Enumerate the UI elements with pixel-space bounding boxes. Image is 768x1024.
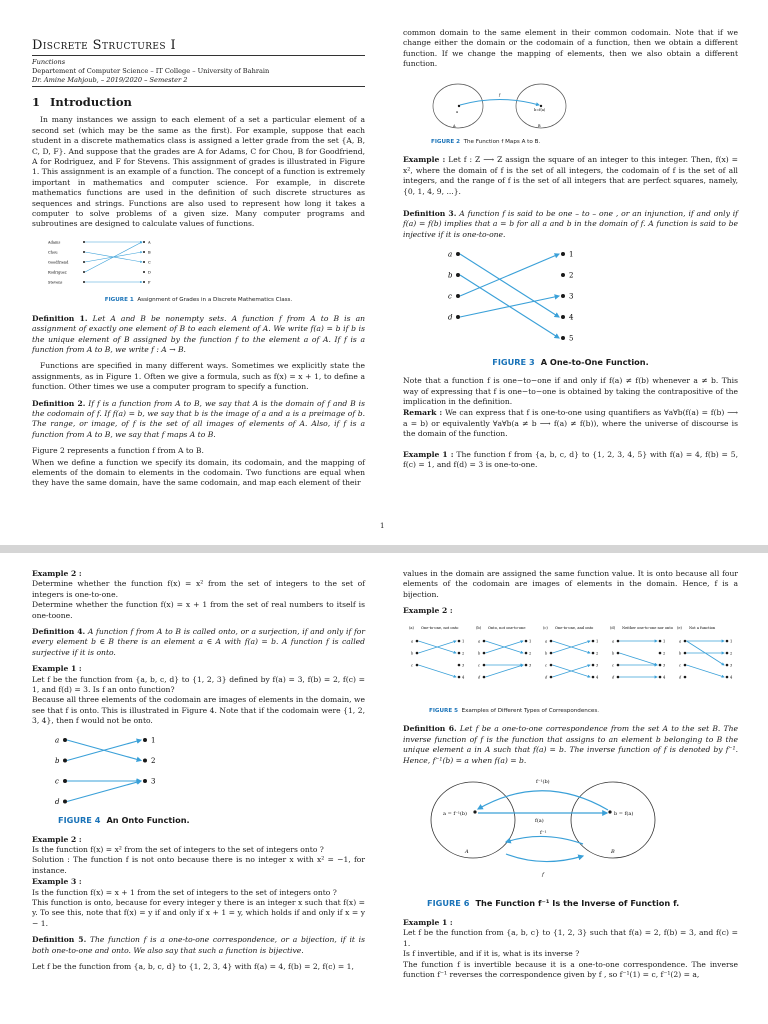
page-separator	[0, 545, 768, 553]
example-1-inverse-line1: Let f be the function from {a, b, c} to {1, 2, 3} such that f(a) = 2, f(b) = 3, and f(c) = 1.	[403, 928, 738, 948]
remark-label: Remark :	[403, 408, 443, 418]
codomain-dot	[458, 651, 461, 654]
doc-author: Dr. Amine Mahjoub, – 2019/2020 – Semester 2	[32, 76, 188, 84]
mapping-arrow	[460, 296, 559, 317]
codomain-dot	[726, 675, 729, 678]
domain-dot	[456, 273, 460, 277]
domain-label: a	[612, 638, 615, 643]
figure-5-label: FIGURE 5	[429, 708, 459, 715]
figure-1-label: FIGURE 1	[104, 297, 134, 304]
intro-paragraph: In many instances we assign to each element of a set a particular element of a second set (which may be the same as the first). For example, suppose that each student in a discrete mathematics class is assigned a letter grade from the set {A, B, C, D, F}. And suppose that the grades are A for Adams, C for Chou, B for Goodfriend, A for Rodriguez, and F for Stevens. This assignment of grades is illustrated in Figure 1. This assignment is an example of a function. The concept of a function is extremely important in mathematics and computer science. For example, in discrete mathematics functions are used in the definition of such discrete structures as sequences and strings. Functions are also used to represent how long it takes a computer to solve problems of a given size. Many computer programs and subroutines are designed to calculate values of functions.	[32, 115, 365, 229]
codomain-label: 3	[596, 662, 599, 667]
domain-dot	[63, 758, 67, 762]
doc-title: Discrete Structures I	[32, 38, 177, 53]
domain-label: c	[612, 662, 615, 667]
definition-1	[32, 314, 365, 356]
panel-tag: (b)	[476, 625, 482, 630]
domain-label: b	[478, 650, 481, 655]
mapping-arrow	[486, 665, 524, 677]
page-2	[0, 553, 768, 1024]
student-dot	[83, 241, 85, 243]
grade-dot	[143, 281, 145, 283]
panel-tag: (e)	[677, 625, 682, 630]
figure-3-text: A One-to-One Function.	[540, 356, 649, 367]
domain-label: c	[448, 292, 452, 301]
figure-3	[403, 246, 738, 367]
label-set-b: B	[538, 123, 541, 128]
definition-5-text: The function f is a one-to-one correspondence, or a bijection, if it is both one-to-one and onto. We also say that such a function is bijective.	[32, 935, 365, 955]
codomain-label: 2	[529, 650, 532, 655]
definition-3-label: Definition 3.	[403, 209, 457, 219]
domain-dot	[617, 651, 620, 654]
paragraph-note: Note that a function f is one−to−one if and only if f(a) ≠ f(b) whenever a ≠ b. This way of expressing that f is one−to−one is obtained by taking the contrapositive of the implication in the definition.	[403, 376, 738, 406]
codomain-label: 2	[462, 650, 465, 655]
codomain-label: 4	[730, 674, 733, 679]
student-name: Stevens	[48, 280, 63, 285]
label-a-finv: a = f⁻¹(b)	[443, 811, 467, 818]
example-3-line1: Is the function f(x) = x + 1 from the set of integers to the set of integers onto ?	[32, 887, 337, 897]
codomain-label: 3	[569, 292, 574, 301]
student-dot	[83, 251, 85, 253]
page1-left-column	[32, 38, 365, 495]
label-f: f	[499, 92, 501, 97]
example-1-onto-text2: Because all three elements of the codomain are images of elements in the domain, we see that f is onto. This is illustrated in Figure 4. Note that if the codomain were {1, 2, 3, 4}, then f would not be onto.	[32, 695, 365, 726]
domain-dot	[416, 663, 419, 666]
example-2-onto-line2: Solution : The function f is not onto because there is no integer x with x² = −1, for instance.	[32, 855, 365, 875]
page-number: 1	[380, 522, 385, 530]
codomain-dot	[458, 663, 461, 666]
student-name: Rodriguez	[48, 270, 67, 275]
domain-label: b	[448, 271, 453, 280]
domain-dot	[550, 651, 553, 654]
panel-title: One-to-one, not onto	[421, 625, 459, 630]
codomain-dot	[659, 675, 662, 678]
codomain-dot	[561, 273, 565, 277]
definition-1-label: Definition 1.	[32, 313, 88, 323]
codomain-label: 4	[663, 674, 666, 679]
domain-label: b	[545, 650, 548, 655]
codomain-dot	[726, 639, 729, 642]
section-title: Introduction	[50, 95, 132, 109]
figure-4-caption	[58, 815, 365, 825]
codomain-label: 2	[730, 650, 733, 655]
codomain-dot	[458, 639, 461, 642]
panel-tag: (d)	[610, 625, 616, 630]
codomain-label: 4	[596, 674, 599, 679]
definition-6-label: Definition 6.	[403, 724, 457, 734]
figure-4	[32, 733, 365, 826]
domain-label: a	[411, 638, 414, 643]
domain-dot	[617, 663, 620, 666]
example-1-onto-label: Example 1 :	[32, 664, 82, 674]
codomain-dot	[726, 651, 729, 654]
domain-dot	[483, 651, 486, 654]
codomain-dot	[592, 675, 595, 678]
student-name: Goodfriend	[48, 260, 69, 265]
domain-dot	[550, 675, 553, 678]
domain-dot	[617, 639, 620, 642]
domain-label: d	[448, 313, 453, 322]
student-name: Chou	[48, 250, 58, 255]
figure-3-caption	[403, 357, 738, 367]
codomain-label: 5	[569, 334, 574, 343]
header-rule	[32, 55, 365, 56]
inverse-arrow	[478, 791, 608, 810]
domain-label: a	[55, 736, 60, 745]
panel-title: One-to-one, and onto	[555, 625, 594, 630]
example-square-label: Example :	[403, 155, 446, 165]
codomain-label: 1	[529, 638, 532, 643]
grade-dot	[143, 251, 145, 253]
domain-dot	[684, 639, 687, 642]
codomain-dot	[143, 779, 147, 783]
domain-label: c	[55, 777, 59, 786]
codomain-dot	[659, 663, 662, 666]
example-1-onto-text: Let f be the function from {a, b, c, d} to {1, 2, 3} defined by f(a) = 3, f(b) = 2, f(c) = 1, and f(d) = 3. Is f an onto function?	[32, 674, 365, 695]
codomain-dot	[143, 738, 147, 742]
panel-tag: (a)	[409, 625, 414, 630]
section-heading-introduction	[32, 97, 365, 107]
page2-left-column	[32, 569, 365, 978]
domain-label: b	[679, 650, 682, 655]
figure-4-text: An Onto Function.	[106, 815, 190, 826]
set-a-circle	[431, 782, 515, 858]
codomain-dot	[561, 252, 565, 256]
codomain-label: 1	[730, 638, 733, 643]
point-fa	[540, 104, 542, 106]
label-finv-mid: f⁻¹	[540, 830, 547, 837]
codomain-dot	[143, 758, 147, 762]
figure-4-diagram	[32, 733, 232, 809]
mapping-arrow	[687, 665, 725, 677]
student-dot	[83, 261, 85, 263]
figure-3-diagram	[403, 246, 738, 350]
figure-6-caption	[427, 898, 738, 908]
codomain-dot	[726, 663, 729, 666]
domain-dot	[483, 663, 486, 666]
mapping-arrow	[460, 254, 559, 296]
codomain-dot	[659, 651, 662, 654]
grade-dot	[143, 271, 145, 273]
label-set-a6: A	[465, 849, 469, 856]
example-2-onto-line1: Is the function f(x) = x² from the set of integers to the set of integers onto ?	[32, 844, 324, 854]
domain-label: d	[545, 674, 548, 679]
domain-dot	[416, 639, 419, 642]
mapping-arrow	[460, 254, 559, 317]
codomain-label: 3	[529, 662, 532, 667]
codomain-label: 1	[596, 638, 599, 643]
grade-label: D	[148, 270, 151, 275]
domain-label: b	[612, 650, 615, 655]
definition-2	[32, 399, 365, 441]
point-a-inverse	[473, 810, 476, 813]
domain-label: a	[545, 638, 548, 643]
student-dot	[83, 271, 85, 273]
set-b-circle	[571, 782, 655, 858]
panel-tag: (c)	[543, 625, 548, 630]
domain-label: c	[411, 662, 414, 667]
mapping-arrow	[419, 665, 457, 677]
definition-4-text: A function f from A to B is called onto, or a surjection, if and only if for every element b ∈ B there is an element a ∈ A with f(a) = b. A function f is called surjective if it is onto.	[32, 627, 365, 657]
definition-5	[32, 935, 365, 956]
grade-label: B	[148, 250, 151, 255]
figure-6-diagram	[403, 772, 738, 892]
mapping-arrow	[620, 653, 658, 665]
domain-dot	[550, 639, 553, 642]
label-set-b6: B	[611, 849, 615, 856]
grade-dot	[143, 241, 145, 243]
figure-6-label: FIGURE 6	[427, 898, 470, 909]
domain-label: d	[55, 797, 60, 806]
codomain-dot	[592, 639, 595, 642]
label-fa: b=f(a)	[534, 107, 546, 112]
domain-label: d	[679, 674, 682, 679]
domain-label: a	[478, 638, 481, 643]
domain-label: c	[679, 662, 682, 667]
grade-label: A	[148, 240, 151, 245]
domain-dot	[456, 294, 460, 298]
paragraph-bijection: values in the domain are assigned the same function value. It is onto because all four elements of the codomain are images of elements in the domain. Hence, f is a bijection.	[403, 569, 738, 599]
figure-1-text: Assignment of Grades in a Discrete Mathematics Class.	[137, 297, 293, 304]
example-last-left: Let f be the function from {a, b, c, d} to {1, 2, 3, 4} with f(a) = 4, f(b) = 2, f(c) = 1,	[32, 961, 354, 971]
example-1-inverse-line3: The function f is invertible because it is a one-to-one correspondence. The inverse function f⁻¹ reverses the correspondence given by f , so f⁻¹(1) = c, f⁻¹(2) = a,	[403, 959, 738, 979]
paragraph-define: When we define a function we specify its domain, its codomain, and the mapping of elements of the domain to elements in the codomain. Two functions are equal when they have the same domain, have the same codomain, and map each element of their	[32, 457, 365, 488]
codomain-label: 2	[663, 650, 666, 655]
example-2-oneone	[32, 569, 365, 621]
codomain-label: 1	[462, 638, 465, 643]
panel-title: Onto, not one-to-one	[488, 625, 526, 630]
example-square	[403, 155, 738, 197]
figure-6-text: The Function f⁻¹ Is the Inverse of Function f.	[475, 898, 680, 909]
doc-department: Departement of Computer Science – IT College – University of Bahrain	[32, 67, 270, 75]
codomain-dot	[561, 336, 565, 340]
codomain-dot	[525, 663, 528, 666]
definition-6	[403, 724, 738, 766]
figure-1-diagram	[46, 236, 176, 290]
figure-5-caption	[429, 706, 738, 716]
figure-5-diagram	[403, 623, 738, 701]
panel-title: Not a function	[689, 625, 716, 630]
label-a: a	[456, 109, 459, 114]
grade-label: C	[148, 260, 151, 265]
figure-5-text: Examples of Different Types of Correspondences.	[461, 708, 600, 715]
domain-dot	[456, 315, 460, 319]
codomain-label: 4	[462, 674, 465, 679]
label-fa-mid: f(a)	[535, 818, 544, 825]
domain-label: b	[55, 756, 60, 765]
figure-1	[32, 236, 365, 306]
example-3-onto	[32, 877, 365, 929]
definition-1-text: Let A and B be nonempty sets. A function f from A to B is an assignment of exactly one element of B to each element of A. We write f(a) = b if b is the unique element of B assigned by the function f to the element a of A. If f is a function from A to B, we write f : A → B.	[32, 313, 365, 354]
domain-dot	[550, 663, 553, 666]
domain-label: b	[411, 650, 414, 655]
codomain-dot	[525, 651, 528, 654]
figure-1-caption	[32, 295, 365, 305]
example-2-onto-label: Example 2 :	[32, 834, 82, 844]
figure-2-caption	[431, 137, 738, 147]
header-rule-bottom	[32, 86, 365, 87]
example-3-line2: This function is onto, because for every integer y there is an integer x such that f(x) = y. To see this, note that f(x) = y if and only if x + 1 = y, which holds if and only if x = y − 1.	[32, 897, 365, 928]
domain-dot	[63, 799, 67, 803]
point-b-f	[608, 810, 611, 813]
label-f-bottom: f	[542, 872, 544, 879]
codomain-dot	[592, 651, 595, 654]
panel-title: Neither one-to-one nor onto	[622, 625, 673, 630]
figure-2-label: FIGURE 2	[431, 139, 461, 146]
paragraph-figure2: Figure 2 represents a function f from A to B.	[32, 446, 204, 456]
domain-dot	[483, 675, 486, 678]
definition-5-label: Definition 5.	[32, 935, 87, 945]
definition-2-text: If f is a function from A to B, we say that A is the domain of f and B is the codomain of f. If f(a) = b, we say that b is the image of a and a is a preimage of b. The range, or image, of f is the set of all images of elements of A. Also, if f is a function from A to B, we say that f maps A to B.	[32, 398, 365, 439]
definition-4-label: Definition 4.	[32, 627, 86, 637]
domain-label: d	[478, 674, 481, 679]
codomain-label: 2	[151, 756, 156, 765]
function-set-arrow	[506, 854, 583, 862]
example-2-line1: Determine whether the function f(x) = x² from the set of integers to the set of integers is one-to-one.	[32, 579, 365, 599]
domain-dot	[416, 651, 419, 654]
domain-dot	[684, 663, 687, 666]
figure-4-label: FIGURE 4	[58, 815, 101, 826]
example-1-text: The function f from {a, b, c, d} to {1, 2, 3, 4, 5} with f(a) = 4, f(b) = 5, f(c) = 1, and f(d) = 3 is one-to-one.	[403, 449, 739, 469]
example-1-inverse-label: Example 1 :	[403, 917, 453, 927]
figure-3-label: FIGURE 3	[492, 356, 535, 367]
codomain-label: 3	[663, 662, 666, 667]
label-set-a: A	[453, 123, 456, 128]
codomain-dot	[458, 675, 461, 678]
example-1-label: Example 1 :	[403, 449, 454, 459]
figure-2-diagram	[403, 76, 738, 132]
codomain-label: 3	[151, 777, 156, 786]
codomain-dot	[561, 294, 565, 298]
example-1-inverse-line2: Is f invertible, and if it is, what is its inverse ?	[403, 949, 580, 959]
example-square-text: Let f : Z ⟶ Z assign the square of an integer to this integer. Then, f(x) = x², where the domain of f is the set of all integers, the codomain of f is the set of all integers, and the range of f is the set of all integers that are perfect squares, namely, {0, 1, 4, 9, ...}.	[403, 155, 738, 196]
domain-dot	[63, 738, 67, 742]
doc-subtitle: Functions	[32, 58, 66, 66]
page2-right-column	[403, 569, 738, 986]
mapping-arrow	[67, 781, 141, 802]
codomain-label: 1	[663, 638, 666, 643]
example-3-label: Example 3 :	[32, 877, 82, 887]
domain-dot	[684, 675, 687, 678]
inverse-set-arrow	[506, 837, 583, 845]
domain-dot	[63, 779, 67, 783]
codomain-label: 2	[596, 650, 599, 655]
example-2-label: Example 2 :	[32, 569, 82, 578]
definition-2-label: Definition 2.	[32, 398, 86, 408]
figure-5	[403, 623, 738, 717]
domain-label: a	[679, 638, 682, 643]
domain-dot	[617, 675, 620, 678]
point-a	[458, 104, 460, 106]
example-2-onto	[32, 835, 365, 877]
codomain-dot	[561, 315, 565, 319]
remark	[403, 408, 738, 439]
domain-label: c	[478, 662, 481, 667]
codomain-dot	[525, 639, 528, 642]
domain-dot	[456, 252, 460, 256]
example-1-inverse	[403, 918, 738, 980]
domain-label: d	[612, 674, 615, 679]
grade-arrow	[85, 242, 142, 272]
label-finv-b: f⁻¹(b)	[536, 779, 550, 786]
definition-4	[32, 627, 365, 658]
codomain-dot	[659, 639, 662, 642]
student-dot	[83, 281, 85, 283]
paragraph-specified: Functions are specified in many different ways. Sometimes we explicitly state the assignments, as in Figure 1. Often we give a formula, such as f(x) = x + 1, to define a function. Other times we use a computer program to specify a function.	[32, 361, 365, 392]
codomain-label: 4	[569, 313, 574, 322]
example-1-injective	[403, 450, 738, 471]
codomain-label: 2	[569, 271, 574, 280]
remark-text: We can express that f is one-to-one using quantifiers as ∀a∀b(f(a) = f(b) ⟶ a = b) or equivalently ∀a∀b(a ≠ b ⟶ f(a) ≠ f(b)), where the universe of discourse is the domain of the function.	[403, 408, 738, 439]
student-name: Adams	[48, 240, 61, 245]
codomain-label: 1	[569, 250, 574, 259]
codomain-dot	[592, 663, 595, 666]
example-2-line2: Determine whether the function f(x) = x + 1 from the set of real numbers to itself is one-toone.	[32, 600, 365, 620]
definition-3-text: A function f is said to be one – to – one , or an injunction, if and only if f(a) = f(b) implies that a = b for all a and b in the domain of f. A function is said to be injective if it is one-to-one.	[403, 209, 738, 239]
domain-label: c	[545, 662, 548, 667]
page1-right-column	[403, 28, 738, 476]
domain-label: a	[448, 250, 453, 259]
codomain-label: 3	[462, 662, 465, 667]
mapping-arrow	[460, 99, 539, 105]
definition-6-text: Let f be a one-to-one correspondence from the set A to the set B. The inverse function of f is the function that assigns to an element b belonging to B the unique element a in A such that f(a) = b. The inverse function of f is denoted by f⁻¹. Hence, f⁻¹(b) = a when f(a) = b.	[403, 724, 738, 765]
codomain-label: 3	[730, 662, 733, 667]
figure-6	[403, 772, 738, 909]
definition-3	[403, 209, 738, 240]
domain-dot	[684, 651, 687, 654]
paragraph-common-domain: common domain to the same element in their common codomain. Note that if we change either the domain or the codomain of a function, then we obtain a different function. If we change the mapping of elements, then we also obtain a different function.	[403, 28, 738, 69]
example-2-right-label: Example 2 :	[403, 606, 453, 616]
domain-dot	[483, 639, 486, 642]
label-b-fa: b = f(a)	[614, 811, 634, 818]
figure-2-text: The Function f Maps A to B.	[463, 139, 541, 146]
grade-dot	[143, 261, 145, 263]
codomain-label: 1	[151, 736, 156, 745]
figure-2	[403, 76, 738, 148]
grade-label: F	[148, 280, 151, 285]
section-number: 1	[32, 95, 41, 109]
example-1-onto	[32, 664, 365, 726]
